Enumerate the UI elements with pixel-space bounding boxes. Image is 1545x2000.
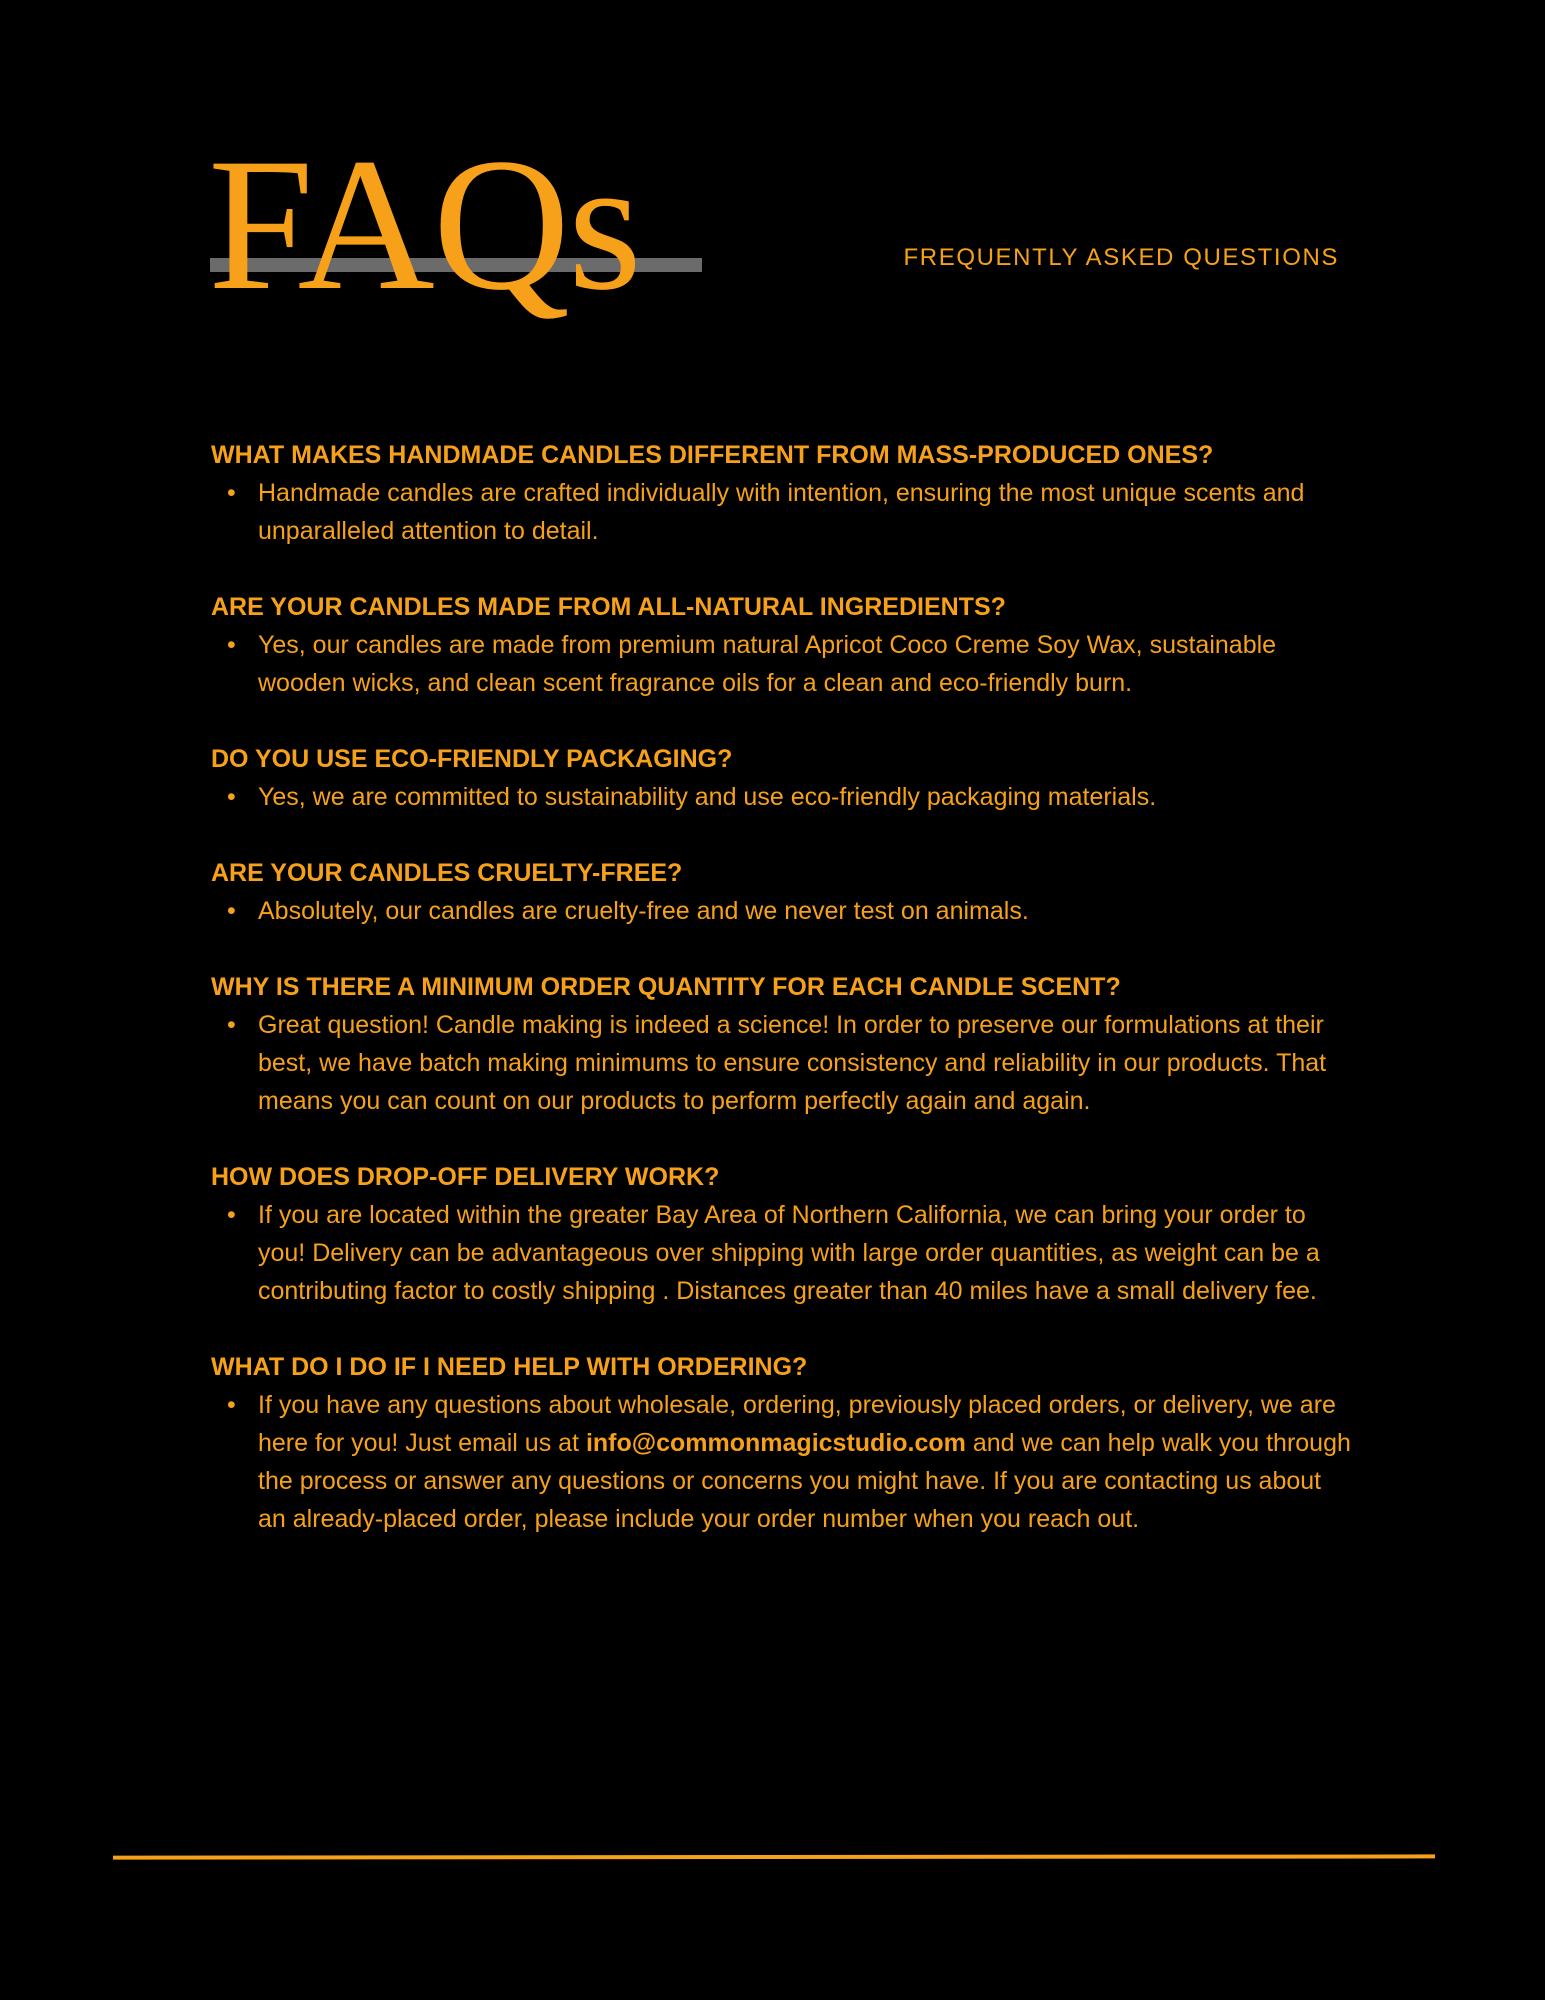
bullet-icon: • (227, 1391, 236, 1419)
faq-answer-text: If you are located within the greater Bay Area of Northern California, we can bring your order to you! Delivery can be advantageous over shipping with large order quantities, as weight can be a contributing factor to costly shipping . Distances greater than 40 miles have a small delivery fee. (258, 1201, 1320, 1305)
faq-answer (211, 1386, 1351, 1538)
faq-answer (211, 892, 1351, 930)
faq-question: ARE YOUR CANDLES CRUELTY-FREE? (211, 859, 683, 887)
faq-item (211, 1348, 1351, 1538)
faq-answer-text: Absolutely, our candles are cruelty-free and we never test on animals. (258, 897, 1029, 925)
faq-item (211, 436, 1351, 550)
faq-answer-text: Yes, we are committed to sustainability and use eco-friendly packaging materials. (258, 783, 1157, 811)
faq-answer (211, 1196, 1351, 1310)
faq-answer-text: Handmade candles are crafted individually with intention, ensuring the most unique scents and unparalleled attention to detail. (258, 479, 1305, 545)
bullet-icon: • (227, 783, 236, 811)
faq-answer-text-end: and we can help walk you through the process or answer any questions or concerns you might have. If you are contacting us about an already-placed order, please include your order number when you reach out. (258, 1429, 1351, 1533)
faq-item (211, 588, 1351, 702)
faq-item (211, 1158, 1351, 1310)
bullet-icon: • (227, 631, 236, 659)
faq-question: DO YOU USE ECO-FRIENDLY PACKAGING? (211, 745, 733, 773)
page-title: FAQs (208, 120, 640, 330)
faq-answer-text: Great question! Candle making is indeed a science! In order to preserve our formulations at their best, we have batch making minimums to ensure consistency and reliability in our products. That means you can count on our products to perform perfectly again and again. (258, 1011, 1327, 1115)
faq-answer (211, 626, 1351, 702)
faq-list (211, 436, 1351, 1576)
faq-question: WHAT MAKES HANDMADE CANDLES DIFFERENT FROM MASS-PRODUCED ONES? (211, 441, 1214, 469)
footer-divider (113, 1854, 1435, 1859)
bullet-icon: • (227, 1201, 236, 1229)
faq-question: WHAT DO I DO IF I NEED HELP WITH ORDERING? (211, 1353, 808, 1381)
faq-answer-text-start: If you have any questions about wholesale, ordering, previously placed orders, or delivery, we are here for you! Just email us at (258, 1391, 1336, 1457)
faq-question: ARE YOUR CANDLES MADE FROM ALL-NATURAL INGREDIENTS? (211, 593, 1006, 621)
faq-answer-text: Yes, our candles are made from premium natural Apricot Coco Creme Soy Wax, sustainable wooden wicks, and clean scent fragrance oils for a clean and eco-friendly burn. (258, 631, 1277, 697)
faq-item (211, 740, 1351, 816)
bullet-icon: • (227, 479, 236, 507)
bullet-icon: • (227, 1011, 236, 1039)
faq-answer (211, 474, 1351, 550)
faq-question: HOW DOES DROP-OFF DELIVERY WORK? (211, 1163, 720, 1191)
bullet-icon: • (227, 897, 236, 925)
faq-item (211, 854, 1351, 930)
faq-answer (211, 1006, 1351, 1120)
faq-item (211, 968, 1351, 1120)
page-subtitle: FREQUENTLY ASKED QUESTIONS (903, 244, 1339, 271)
faq-question: WHY IS THERE A MINIMUM ORDER QUANTITY FOR EACH CANDLE SCENT? (211, 973, 1121, 1001)
contact-email: info@commonmagicstudio.com (585, 1429, 966, 1457)
faq-answer (211, 778, 1351, 816)
